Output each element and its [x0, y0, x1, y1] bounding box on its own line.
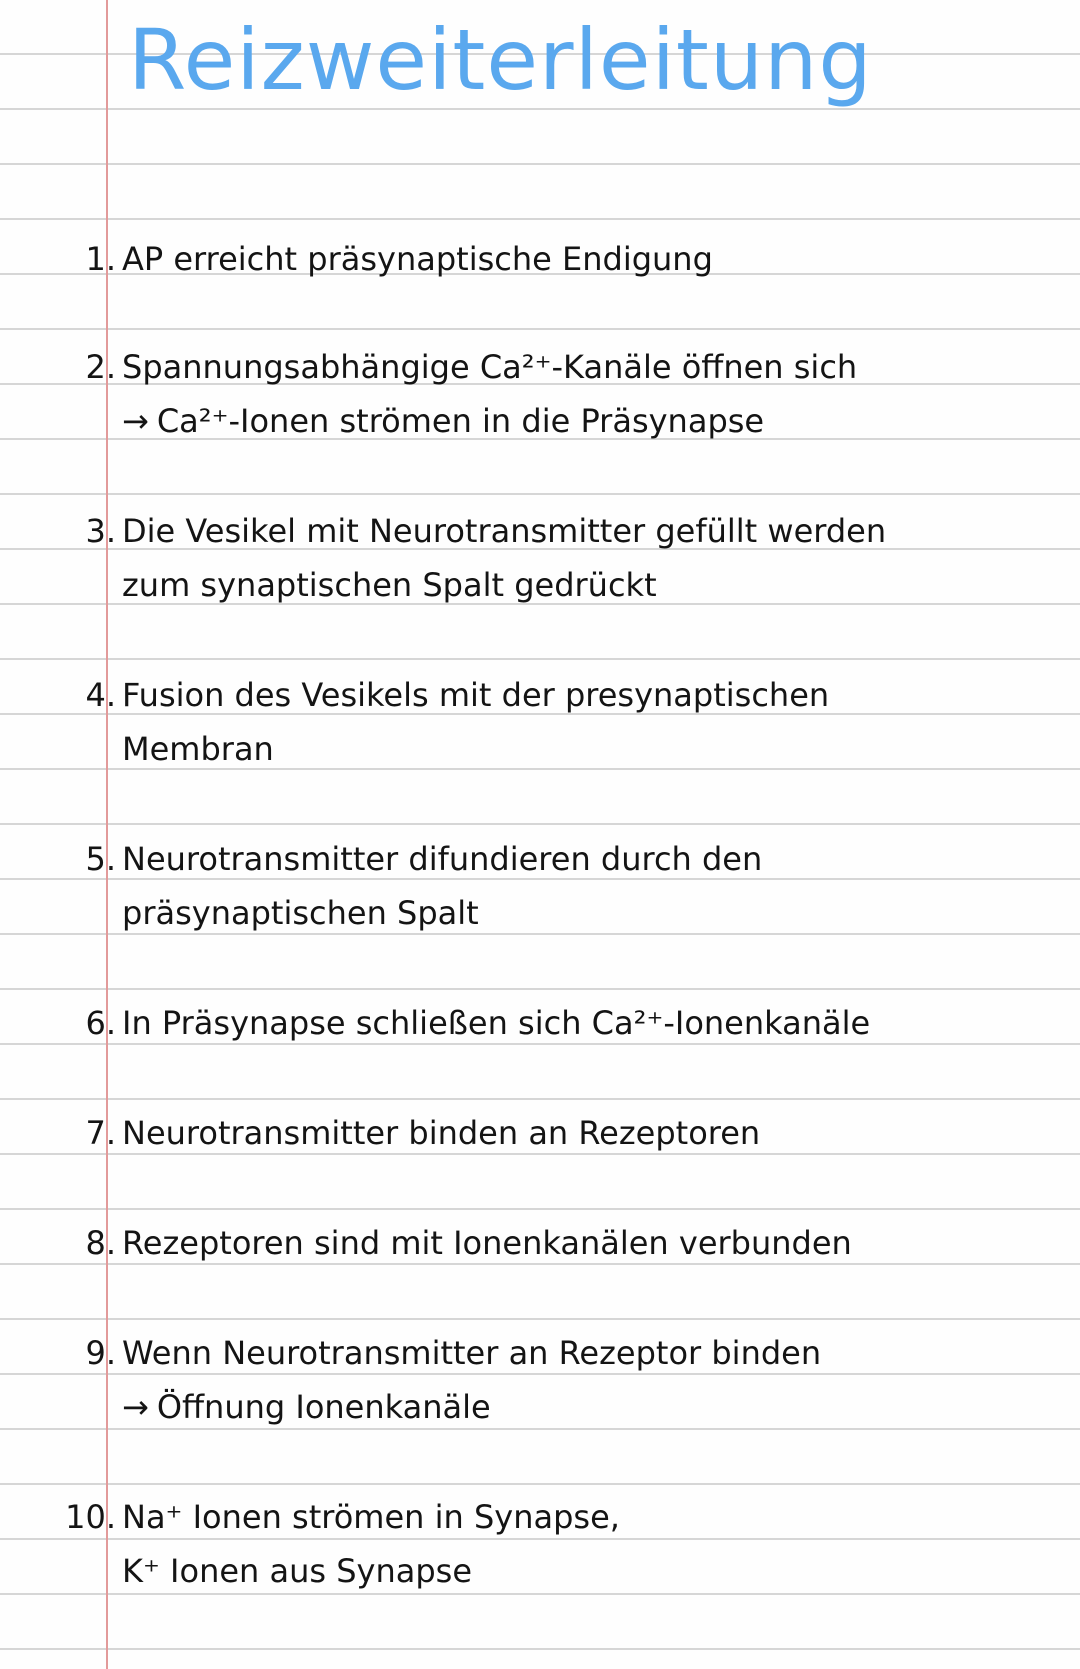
- step-text: Neurotransmitter binden an Rezeptoren: [122, 1114, 761, 1152]
- step-text-continued: [122, 394, 764, 448]
- step-text: In Präsynapse schließen sich Ca²⁺-Ionenkanäle: [122, 1004, 871, 1042]
- step-number: 1.: [85, 240, 116, 278]
- step-text: Die Vesikel mit Neurotransmitter gefüllt werden: [122, 512, 887, 550]
- step-text: Spannungsabhängige Ca²⁺-Kanäle öffnen sich: [122, 348, 858, 386]
- step-number: 7.: [85, 1114, 116, 1152]
- step-number: 9.: [85, 1334, 116, 1372]
- step-text: Neurotransmitter difundieren durch den: [122, 840, 763, 878]
- step-text: AP erreicht präsynaptische Endigung: [122, 240, 713, 278]
- arrow-right-icon: →: [122, 1388, 149, 1426]
- step-text: Fusion des Vesikels mit der presynaptischen: [122, 676, 830, 714]
- arrow-right-icon: →: [122, 402, 149, 440]
- step-text-line2: zum synaptischen Spalt gedrückt: [122, 566, 657, 604]
- page-title: Reizweiterleitung: [128, 11, 873, 109]
- step-number: 5.: [85, 840, 116, 878]
- step-text: Rezeptoren sind mit Ionenkanälen verbunden: [122, 1224, 852, 1262]
- step-number: 8.: [85, 1224, 116, 1262]
- step-number: 4.: [85, 676, 116, 714]
- step-number: 3.: [85, 512, 116, 550]
- step-text: Na⁺ Ionen strömen in Synapse,: [122, 1498, 620, 1536]
- step-number: 6.: [85, 1004, 116, 1042]
- step-text-line2: Öffnung Ionenkanäle: [156, 1388, 491, 1426]
- step-text-line2: K⁺ Ionen aus Synapse: [122, 1552, 473, 1590]
- step-text-line2: präsynaptischen Spalt: [122, 894, 479, 932]
- step-text-continued: [122, 1380, 491, 1434]
- step-text-line2: Ca²⁺-Ionen strömen in die Präsynapse: [156, 402, 765, 440]
- step-number: 2.: [85, 348, 116, 386]
- step-text-line2: Membran: [122, 730, 274, 768]
- step-number: 10.: [65, 1498, 116, 1536]
- step-text: Wenn Neurotransmitter an Rezeptor binden: [122, 1334, 822, 1372]
